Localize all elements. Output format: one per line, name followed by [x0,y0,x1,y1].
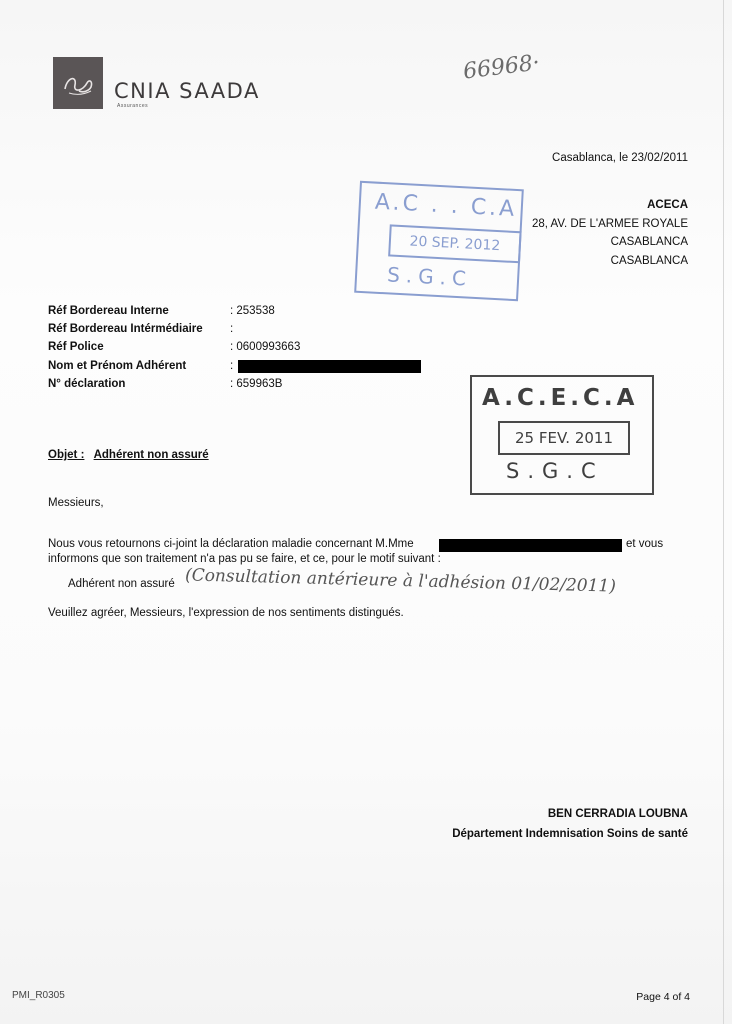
ref-value: : [230,323,234,335]
signatory-department: Département Indemnisation Soins de santé [452,828,688,840]
ref-label: Réf Bordereau Intérmédiaire [48,323,203,335]
ref-value: : 253538 [230,305,275,317]
ref-label: Réf Bordereau Interne [48,305,169,317]
scan-edge-line [723,0,724,1024]
salutation: Messieurs, [48,497,104,509]
ref-label: N° déclaration [48,378,126,390]
subject-label: Objet : [48,449,85,461]
motif: Adhérent non assuré [68,578,175,590]
paragraph-line: Nous vous retournons ci-joint la déclaration maladie concernant M.Mme [48,538,414,550]
ref-value: : 659963B [230,378,283,390]
stamp-service: S.G.C [506,459,604,483]
received-stamp-blue [354,181,524,301]
form-code: PMI_R0305 [12,990,65,1001]
recipient-name: ACECA [647,199,688,211]
brand-tagline: Assurances [117,103,149,109]
redaction-bar [439,539,622,552]
stamp-org: A.C.E.C.A [482,385,639,411]
handwritten-motif-note: (Consultation antérieure à l'adhésion 01/02/2011) [184,565,617,597]
subject-text: Adhérent non assuré [93,449,209,461]
stamp-org: A.C . . C.A [374,189,518,223]
recipient-address-line: 28, AV. DE L'ARMEE ROYALE [531,217,688,230]
page-number: Page 4 of 4 [636,991,690,1003]
cnia-saada-logo-icon [53,57,103,109]
stamp-date: 25 FEV. 2011 [498,421,630,455]
handwritten-reference-number: 66968· [461,50,542,85]
ref-label: Réf Police [48,341,104,353]
ref-value: : 0600993663 [230,341,301,353]
ref-label: Nom et Prénom Adhérent [48,360,187,372]
recipient-city-line: CASABLANCA [610,236,688,248]
closing-sentence: Veuillez agréer, Messieurs, l'expression de nos sentiments distingués. [48,607,404,619]
received-stamp-black [470,375,654,495]
subject-line [48,449,209,461]
paragraph-line: informons que son traitement n'a pas pu se faire, et ce, pour le motif suivant : [48,553,441,565]
signatory-name: BEN CERRADIA LOUBNA [547,808,688,820]
brand-name: CNIA SAADA [114,79,260,103]
place-date: Casablanca, le 23/02/2011 [552,152,688,164]
stamp-service: S.G.C [386,262,473,291]
ref-value: : [230,360,234,372]
recipient-city-line: CASABLANCA [610,254,688,267]
paragraph-line-end: et vous [626,538,664,550]
redaction-bar [238,360,421,373]
stamp-date: 20 SEP. 2012 [388,224,521,263]
signature-block [368,804,688,844]
